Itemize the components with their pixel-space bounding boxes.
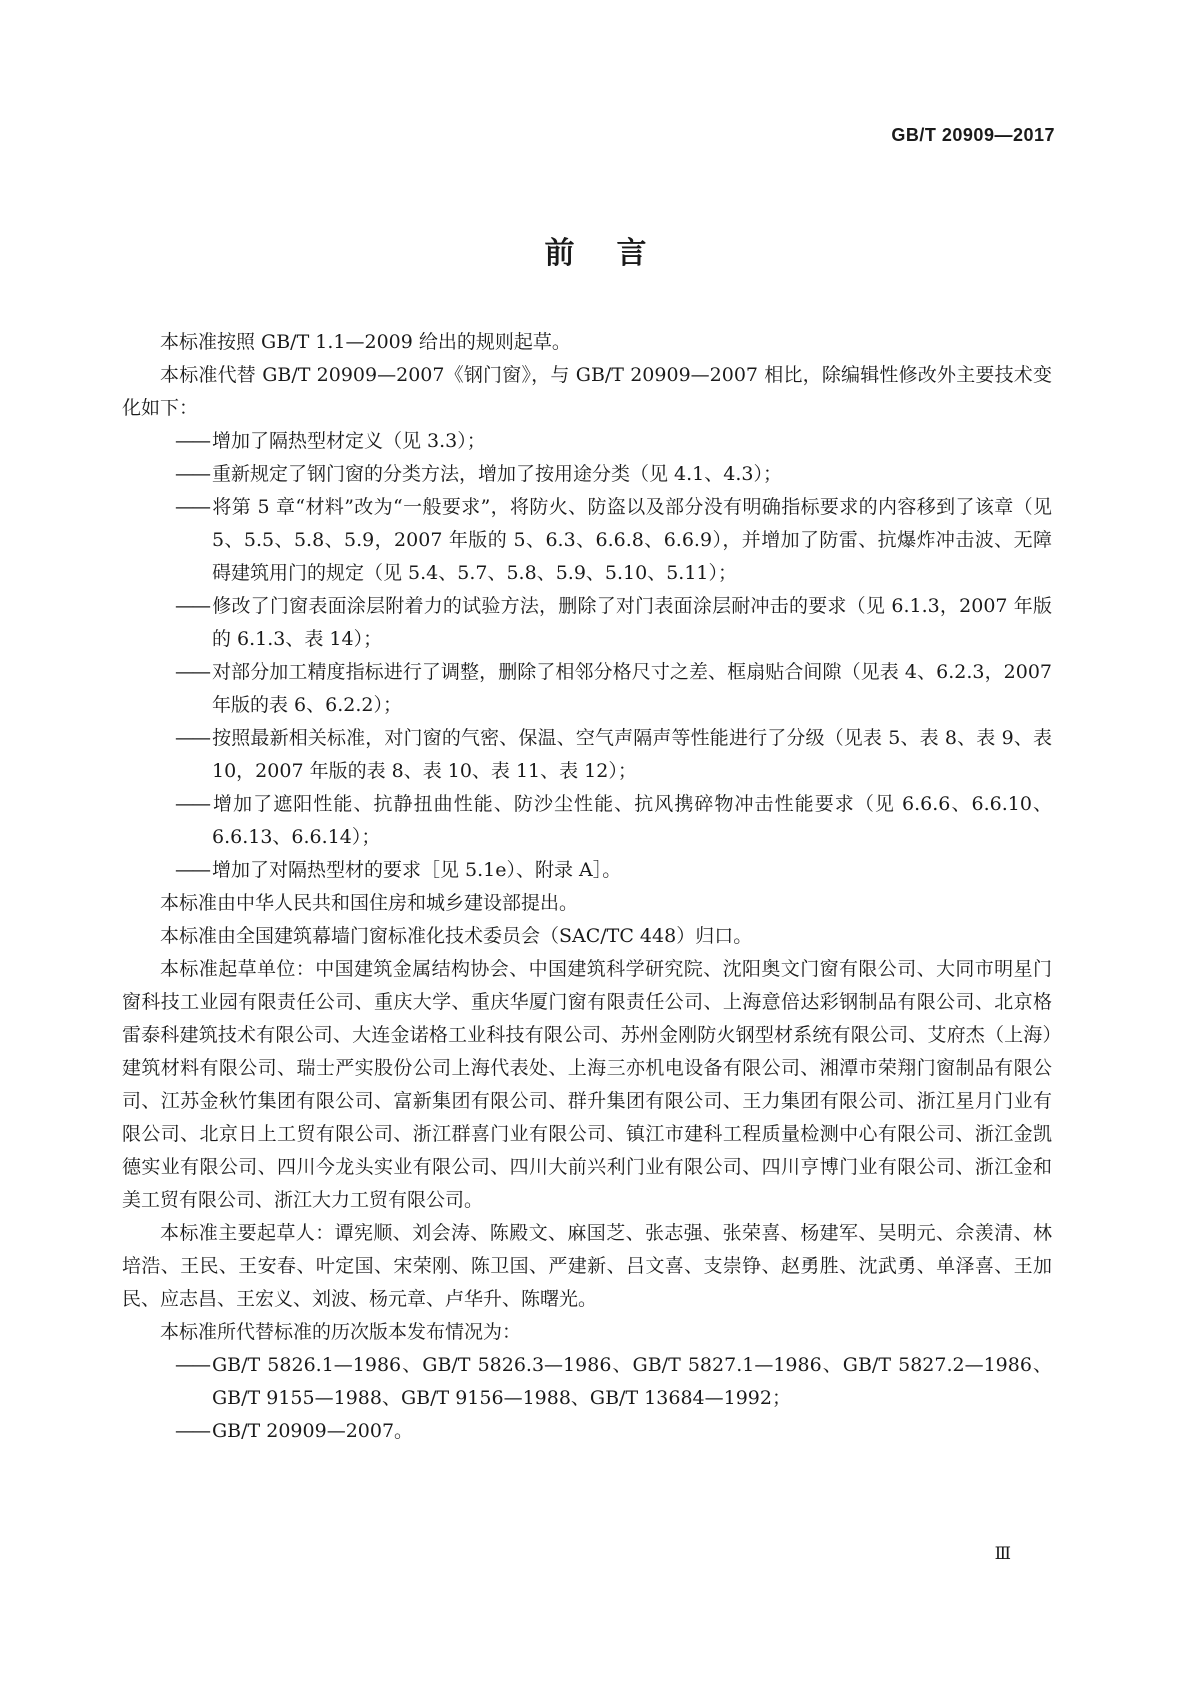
dash-mark: —— xyxy=(175,1420,209,1442)
dash-mark: —— xyxy=(175,595,209,617)
paragraph-history-intro: 本标准所代替标准的历次版本发布情况为： xyxy=(160,1321,522,1343)
dash-mark: —— xyxy=(175,496,209,518)
change-item: —— 修改了门窗表面涂层附着力的试验方法，删除了对门表面涂层耐冲击的要求（见 6.1.3，2007 年版的 6.1.3、表 14）； xyxy=(122,590,1052,656)
paragraph-drafting-units: 本标准起草单位：中国建筑金属结构协会、中国建筑科学研究院、沈阳奥文门窗有限公司、大同市明星门窗科技工业园有限责任公司、重庆大学、重庆华厦门窗有限责任公司、上海意倍达彩钢制品有限公司、北京格雷泰科建筑技术有限公司、大连金诺格工业科技有限公司、苏州金刚防火钢型材系统有限公司、艾府杰（上海）建筑材料有限公司、瑞士严实股份公司上海代表处、上海三亦机电设备有限公司、湘潭市荣翔门窗制品有限公司、江苏金秋竹集团有限公司、富新集团有限公司、群升集团有限公司、王力集团有限公司、浙江星月门业有限公司、北京日上工贸有限公司、浙江群喜门业有限公司、镇江市建科工程质量检测中心有限公司、浙江金凯德实业有限公司、四川今龙头实业有限公司、四川大前兴利门业有限公司、四川亨博门业有限公司、浙江金和美工贸有限公司、浙江大力工贸有限公司。 xyxy=(122,958,1052,1211)
change-item: —— 对部分加工精度指标进行了调整，删除了相邻分格尺寸之差、框扇贴合间隙（见表 4、6.2.3，2007 年版的表 6、6.2.2）； xyxy=(122,656,1052,722)
dash-mark: —— xyxy=(175,661,209,683)
change-item: —— 增加了遮阳性能、抗静扭曲性能、防沙尘性能、抗风携碎物冲击性能要求（见 6.6.6、6.6.10、6.6.13、6.6.14）； xyxy=(122,788,1052,854)
dash-mark: —— xyxy=(175,430,209,452)
dash-mark: —— xyxy=(175,1354,209,1376)
page-title: 前言 xyxy=(544,236,689,271)
dash-mark: —— xyxy=(175,859,209,881)
dash-mark: —— xyxy=(175,463,209,485)
change-item: —— 将第 5 章“材料”改为“一般要求”，将防火、防盗以及部分没有明确指标要求的内容移到了该章（见 5、5.5、5.8、5.9，2007 年版的 5、6.3、6.6.8、6.6.9），并增加了防雷、抗爆炸冲击波、无障碍建筑用门的规定（见 5.4、5.7、5.8、5.9、5.10、5.11）； xyxy=(122,491,1052,590)
history-item: —— GB/T 20909—2007。 xyxy=(122,1415,1052,1448)
standard-code: GB/T 20909—2017 xyxy=(891,125,1055,145)
change-item: —— 增加了对隔热型材的要求［见 5.1e）、附录 A］。 xyxy=(122,854,1052,887)
dash-mark: —— xyxy=(175,727,209,749)
dash-mark: —— xyxy=(175,793,209,815)
paragraph-proposer: 本标准由中华人民共和国住房和城乡建设部提出。 xyxy=(160,892,579,914)
change-item: —— 增加了隔热型材定义（见 3.3）； xyxy=(122,425,1052,458)
paragraph-replaces: 本标准代替 GB/T 20909—2007《钢门窗》，与 GB/T 20909—2007 相比，除编辑性修改外主要技术变化如下： xyxy=(122,364,1052,419)
change-item: —— 重新规定了钢门窗的分类方法，增加了按用途分类（见 4.1、4.3）； xyxy=(122,458,1052,491)
page-number: Ⅲ xyxy=(994,1544,1011,1564)
preface-body xyxy=(122,326,1052,1448)
paragraph-drafters: 本标准主要起草人：谭宪顺、刘会涛、陈殿文、麻国芝、张志强、张荣喜、杨建军、吴明元、佘羡清、林培浩、王民、王安春、叶定国、宋荣刚、陈卫国、严建新、吕文喜、支崇铮、赵勇胜、沈武勇、单泽喜、王加民、应志昌、王宏义、刘波、杨元章、卢华升、陈曙光。 xyxy=(122,1222,1052,1310)
paragraph-drafting-rules: 本标准按照 GB/T 1.1—2009 给出的规则起草。 xyxy=(160,331,571,353)
history-item: —— GB/T 5826.1—1986、GB/T 5826.3—1986、GB/T 5827.1—1986、GB/T 5827.2—1986、GB/T 9155—1988、GB/T 9156—1988、GB/T 13684—1992； xyxy=(122,1349,1052,1415)
paragraph-committee: 本标准由全国建筑幕墙门窗标准化技术委员会（SAC/TC 448）归口。 xyxy=(160,925,753,947)
change-item: —— 按照最新相关标准，对门窗的气密、保温、空气声隔声等性能进行了分级（见表 5、表 8、表 9、表 10，2007 年版的表 8、表 10、表 11、表 12）； xyxy=(122,722,1052,788)
